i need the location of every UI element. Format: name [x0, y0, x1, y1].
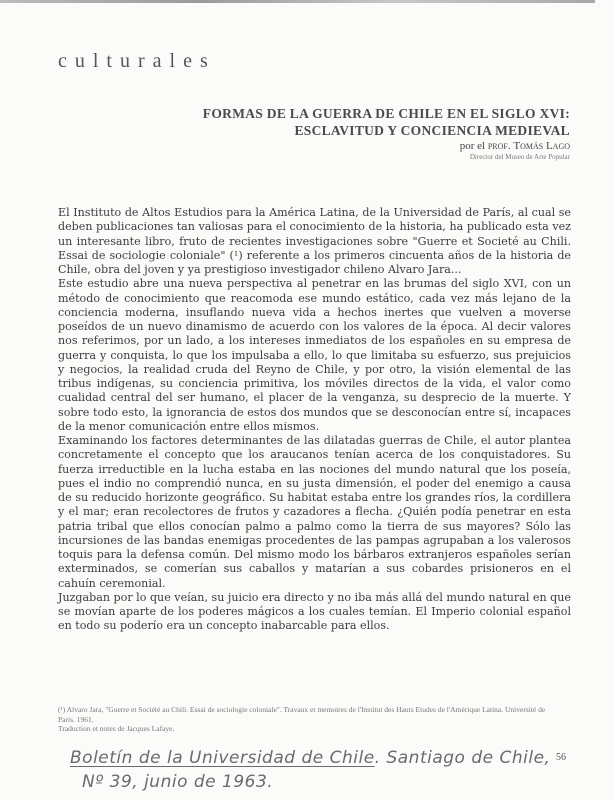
byline [460, 141, 570, 152]
byline-title: prof. [487, 140, 511, 152]
article-title [203, 105, 570, 139]
author-affiliation: Director del Museo de Arte Popular [469, 153, 570, 161]
section-heading: culturales [58, 50, 216, 72]
paragraph: El Instituto de Altos Estudios para la América Latina, de la Universidad de París, al cual se deben publicaciones tan valiosas para el conocimiento de la historia, ha publicado esta vez un interesante libro, fruto de recientes investigaciones sobre "Guerre et Societé au Chili. Essai de sociologie coloniale" (¹) referente a los primeros cincuenta años de la historia de Chile, obra del joven y ya prestigioso investigador chileno Alvaro Jara... [58, 206, 571, 276]
handwritten-source [70, 748, 550, 768]
author-name: Tomás Lago [513, 140, 570, 152]
paragraph: Este estudio abre una nueva perspectiva al penetrar en las brumas del siglo XVI, con un método de conocimiento que reacomoda ese mundo estático, cada vez más lejano de la conciencia moderna, insuflando nueva vida a hechos inertes que vuelven a moverse poseídos de un nuevo dinamismo de acuerdo con los valores de la época. Al decir valores nos referimos, por un lado, a los intereses inmediatos de los españoles en su empresa de guerra y conquista, lo que los impulsaba a ello, lo que limitaba su esfuerzo, sus prejuicios y negocios, la realidad cruda del Reyno de Chile, y por otro, la visión elemental de las tribus indígenas, su conciencia primitiva, los móviles directos de la vida, el valor como cualidad central del ser humano, el placer de la venganza, su desprecio de la muerte. Y sobre todo esto, la ignorancia de estos dos mundos que se desconocían entre sí, incapaces de la menor comunicación entre ellos mismos. [58, 277, 571, 433]
page-number: 56 [556, 752, 566, 763]
paragraph: Examinando los factores determinantes de las dilatadas guerras de Chile, el autor plantea concretamente el concepto que los araucanos tenían acerca de los conquistadores. Su fuerza irreductible en la lucha estaba en las nociones del mundo natural que los poseía, pues el indio no comprendió nunca, en su justa dimensión, el poder del enemigo a causa de su reducido horizonte geográfico. Su habitat estaba entre los grandes ríos, la cordillera y el mar; eran recolectores de frutos y cazadores a flecha. ¿Quién podía penetrar en esta patria tribal que ellos conocían palmo a palmo como la tierra de sus mayores? Sólo las incursiones de las bandas enemigas procedentes de las pampas agrupaban a los valerosos toquis para la defensa común. Del mismo modo los bárbaros extranjeros españoles serían exterminados, se comerían sus caballos y matarían a sus cobardes prisioneros en el cahuín ceremonial. [58, 434, 571, 590]
byline-prefix: por el [459, 140, 486, 152]
handwritten-issue: Nº 39, junio de 1963. [82, 772, 274, 792]
article-title-line: FORMAS DE LA GUERRA DE CHILE EN EL SIGLO XVI: [202, 106, 570, 121]
scan-edge-rule [0, 0, 595, 3]
footnote-line: (¹) Alvaro Jara, "Guerre et Société au Chili. Essai de sociologie coloniale". Travaux et memoires de l'Institut des Hauts Etudes de l'Amérique Latina. Université de Paris. 1961. [58, 705, 546, 724]
footnote-line: Traduction et notes de Jacques Lafaye. [58, 724, 175, 733]
article-body [58, 206, 571, 634]
article-title-line: ESCLAVITUD Y CONCIENCIA MEDIEVAL [294, 123, 570, 138]
paragraph: Juzgaban por lo que veían, su juicio era directo y no iba más allá del mundo natural en que se movían aparte de los poderes mágicos a los cuales temían. El Imperio colonial español en todo su poderío era un concepto inabarcable para ellos. [58, 590, 571, 633]
handwritten-place: . Santiago de Chile, [374, 748, 551, 768]
footnote [58, 705, 558, 734]
handwritten-journal: Boletín de la Universidad de Chile [70, 748, 375, 768]
